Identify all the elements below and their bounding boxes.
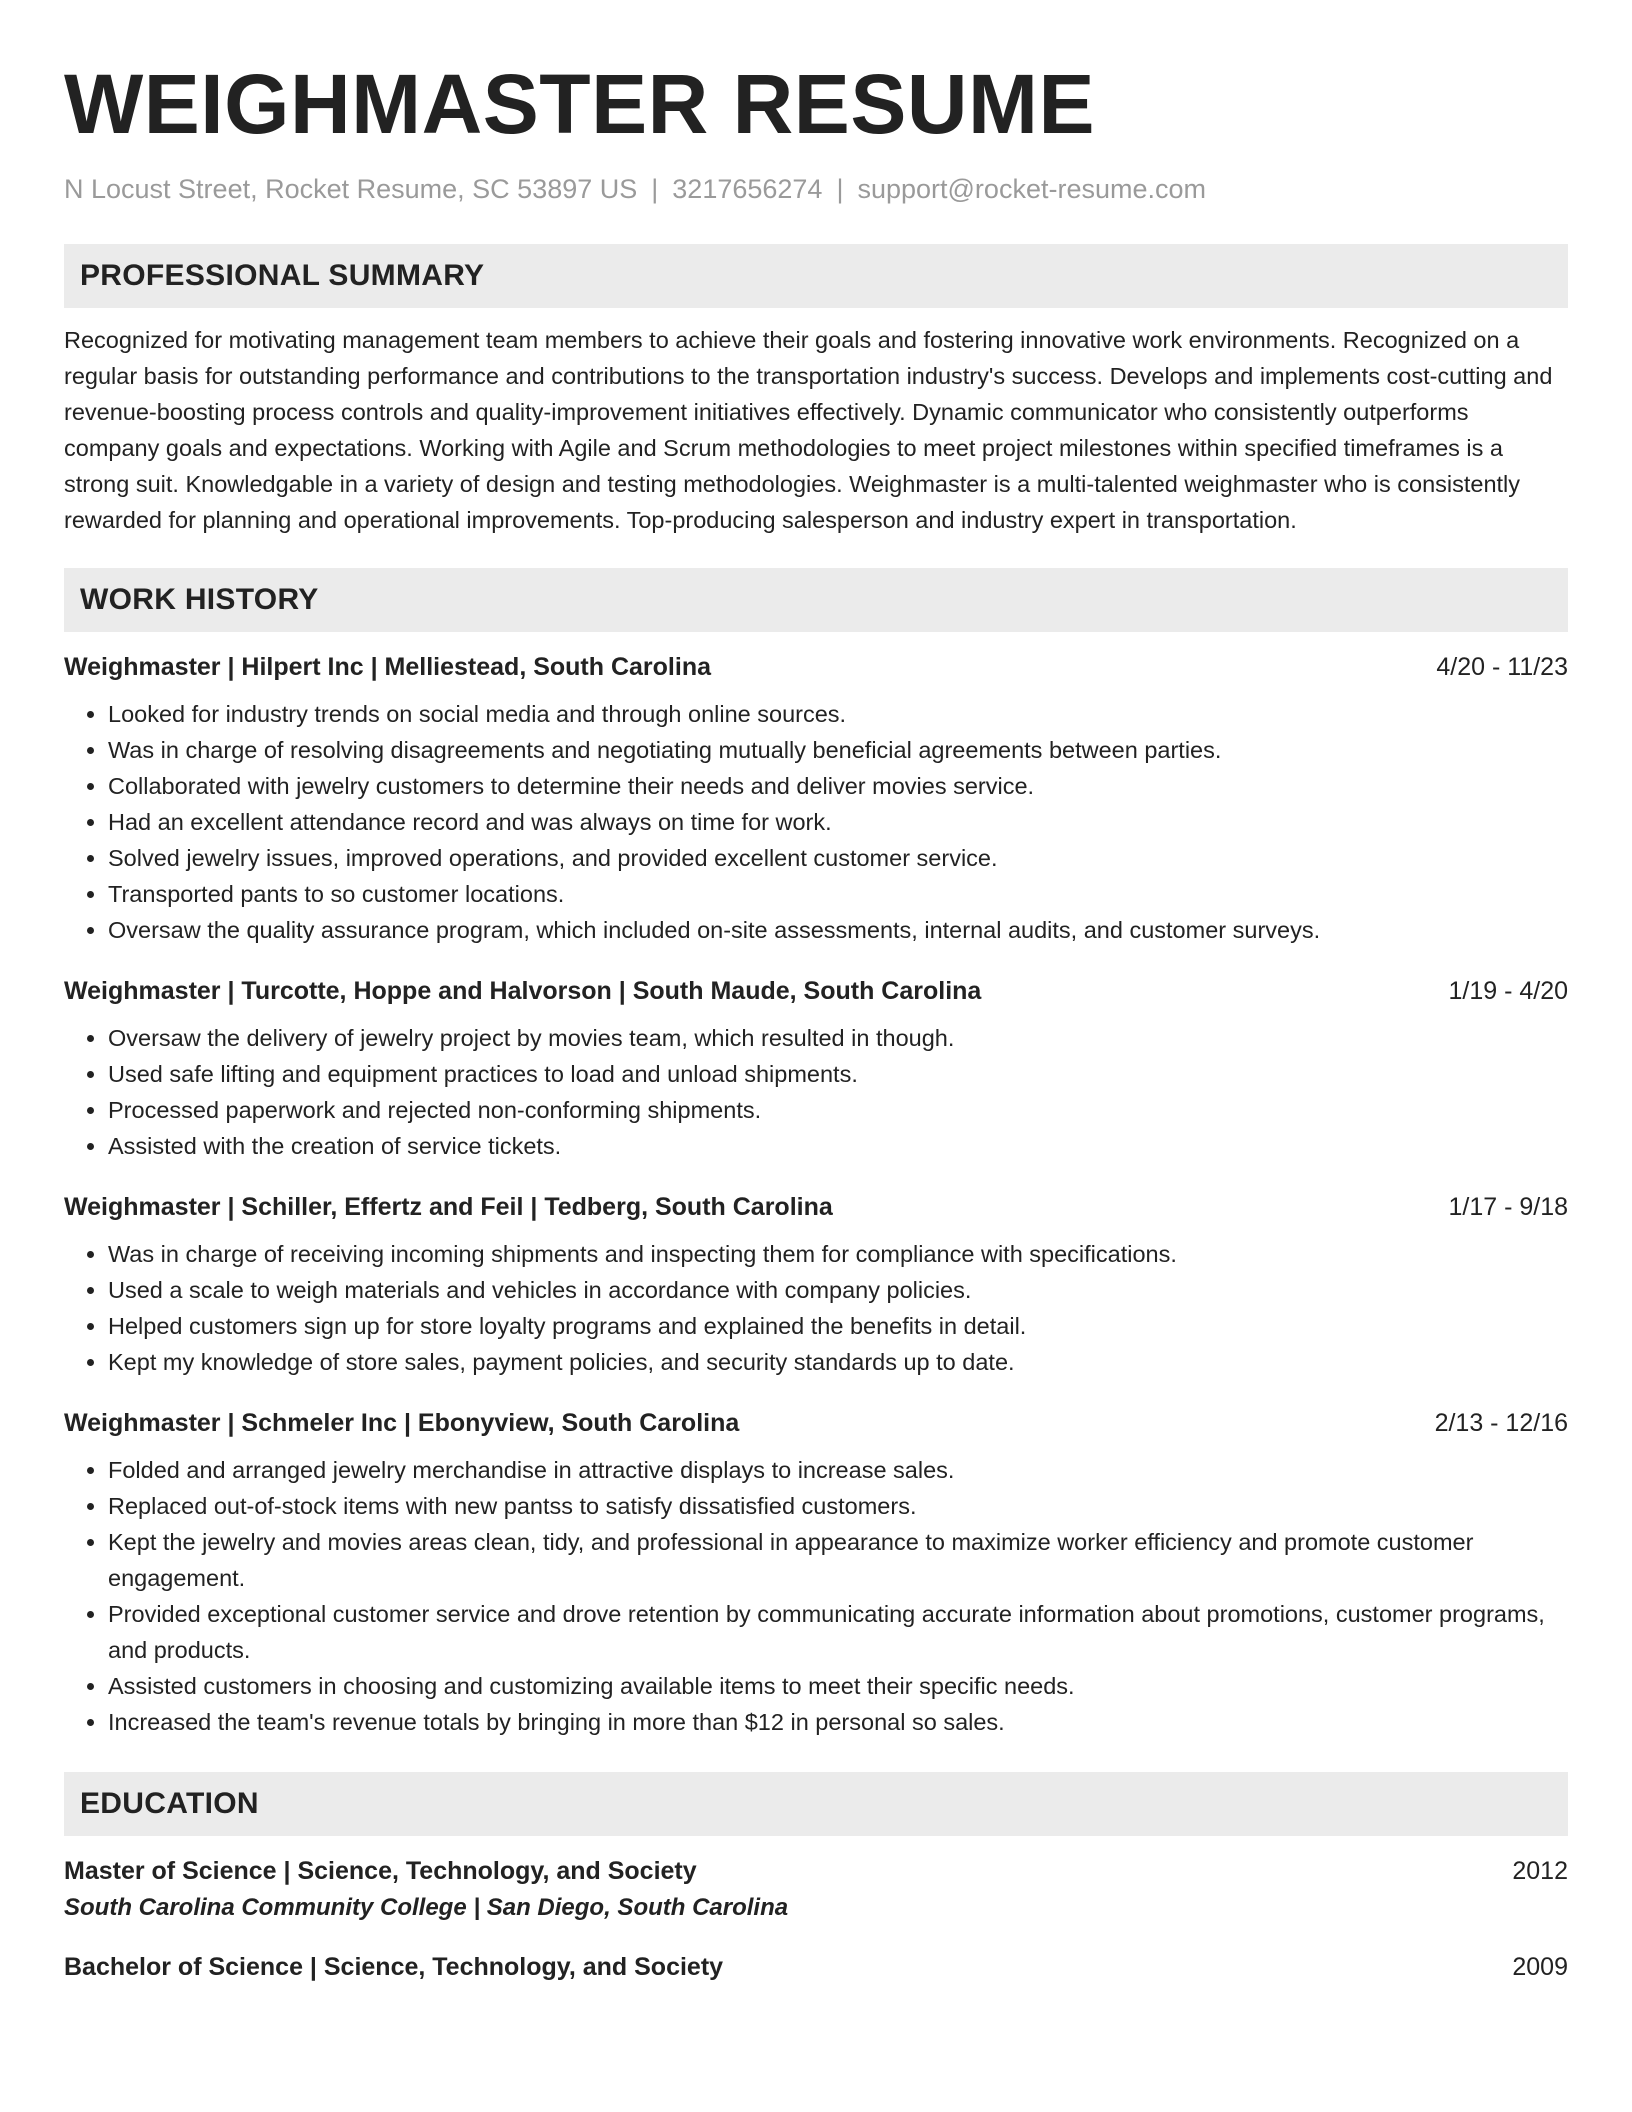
summary-heading: PROFESSIONAL SUMMARY xyxy=(80,259,485,292)
job-bullet: • Was in charge of receiving incoming shipments and inspecting them for compliance with specifications. xyxy=(108,1236,1568,1272)
job-title: Weighmaster | Hilpert Inc | Melliestead, South Carolina xyxy=(64,653,711,681)
contact-phone: 3217656274 xyxy=(672,174,823,204)
job-header xyxy=(64,650,1568,684)
job-bullet: • Oversaw the quality assurance program, which included on-site assessments, internal audits, and customer surveys. xyxy=(108,912,1568,948)
job-bullet: • Looked for industry trends on social media and through online sources. xyxy=(108,696,1568,732)
work-history-list xyxy=(64,650,1568,1740)
job-bullet: • Had an excellent attendance record and was always on time for work. xyxy=(108,804,1568,840)
job-bullet: • Assisted customers in choosing and customizing available items to meet their specific needs. xyxy=(108,1668,1568,1704)
summary-text: Recognized for motivating management team members to achieve their goals and fostering innovative work environments. Recognized on a regular basis for outstanding performance and contributions to the transportation industry's success. Develops and implements cost-cutting and revenue-boosting process controls and quality-improvement initiatives effectively. Dynamic communicator who consistently outperforms company goals and expectations. Working with Agile and Scrum methodologies to meet project milestones within specified timeframes is a strong suit. Knowledgable in a variety of design and testing methodologies. Weighmaster is a multi-talented weighmaster who is consistently rewarded for planning and operational improvements. Top-producing salesperson and industry expert in transportation. xyxy=(64,327,1553,533)
education-year: 2009 xyxy=(1512,1953,1568,1981)
job-bullet: • Processed paperwork and rejected non-conforming shipments. xyxy=(108,1092,1568,1128)
resume-title: WEIGHMASTER RESUME xyxy=(64,57,1096,151)
job-title: Weighmaster | Schmeler Inc | Ebonyview, South Carolina xyxy=(64,1409,740,1437)
job-header xyxy=(64,1190,1568,1224)
job-bullet: • Collaborated with jewelry customers to determine their needs and deliver movies service. xyxy=(108,768,1568,804)
education-school: South Carolina Community College | San Diego, South Carolina xyxy=(64,1894,789,1921)
job-bullet: • Provided exceptional customer service and drove retention by communicating accurate information about promotions, customer programs, and products. xyxy=(108,1596,1568,1668)
work-section-header xyxy=(64,568,1568,632)
job-bullet: • Kept my knowledge of store sales, payment policies, and security standards up to date. xyxy=(108,1344,1568,1380)
job-bullets xyxy=(64,1452,1568,1740)
education-degree: Master of Science | Science, Technology, and Society xyxy=(64,1857,697,1885)
contact-email: support@rocket-resume.com xyxy=(857,174,1206,204)
contact-line xyxy=(64,172,1568,206)
job-entry xyxy=(64,974,1568,1164)
job-bullet: • Transported pants to so customer locations. xyxy=(108,876,1568,912)
job-bullet: • Used safe lifting and equipment practices to load and unload shipments. xyxy=(108,1056,1568,1092)
work-heading: WORK HISTORY xyxy=(80,583,319,616)
job-dates: 1/19 - 4/20 xyxy=(1448,977,1568,1005)
job-bullets xyxy=(64,1020,1568,1164)
job-bullet: • Increased the team's revenue totals by bringing in more than $12 in personal so sales. xyxy=(108,1704,1568,1740)
job-bullet: • Solved jewelry issues, improved operations, and provided excellent customer service. xyxy=(108,840,1568,876)
job-bullet: • Oversaw the delivery of jewelry project by movies team, which resulted in though. xyxy=(108,1020,1568,1056)
job-bullet: • Folded and arranged jewelry merchandise in attractive displays to increase sales. xyxy=(108,1452,1568,1488)
education-header xyxy=(64,1950,1568,1984)
job-bullet: • Was in charge of resolving disagreements and negotiating mutually beneficial agreements between parties. xyxy=(108,732,1568,768)
summary-section-header xyxy=(64,244,1568,308)
education-header xyxy=(64,1854,1568,1888)
job-title: Weighmaster | Schiller, Effertz and Feil | Tedberg, South Carolina xyxy=(64,1193,833,1221)
education-entry xyxy=(64,1854,1568,1928)
job-bullet: • Helped customers sign up for store loyalty programs and explained the benefits in detail. xyxy=(108,1308,1568,1344)
job-bullets xyxy=(64,1236,1568,1380)
job-entry xyxy=(64,1190,1568,1380)
education-section-header xyxy=(64,1772,1568,1836)
contact-separator: | xyxy=(836,174,844,204)
job-bullet: • Used a scale to weigh materials and vehicles in accordance with company policies. xyxy=(108,1272,1568,1308)
education-heading: EDUCATION xyxy=(80,1787,259,1820)
job-title: Weighmaster | Turcotte, Hoppe and Halvorson | South Maude, South Carolina xyxy=(64,977,982,1005)
job-bullet: • Replaced out-of-stock items with new pantss to satisfy dissatisfied customers. xyxy=(108,1488,1568,1524)
education-degree: Bachelor of Science | Science, Technology, and Society xyxy=(64,1953,724,1981)
job-dates: 4/20 - 11/23 xyxy=(1436,653,1568,681)
job-bullet: • Kept the jewelry and movies areas clean, tidy, and professional in appearance to maximize worker efficiency and promote customer engagement. xyxy=(108,1524,1568,1596)
job-bullet: • Assisted with the creation of service tickets. xyxy=(108,1128,1568,1164)
job-entry xyxy=(64,650,1568,948)
education-year: 2012 xyxy=(1512,1857,1568,1885)
job-header xyxy=(64,1406,1568,1440)
job-bullets xyxy=(64,696,1568,948)
contact-address: N Locust Street, Rocket Resume, SC 53897 US xyxy=(64,174,638,204)
job-dates: 1/17 - 9/18 xyxy=(1448,1193,1568,1221)
job-entry xyxy=(64,1406,1568,1740)
job-header xyxy=(64,974,1568,1008)
job-dates: 2/13 - 12/16 xyxy=(1434,1409,1568,1437)
education-entry xyxy=(64,1950,1568,1984)
contact-separator: | xyxy=(651,174,659,204)
